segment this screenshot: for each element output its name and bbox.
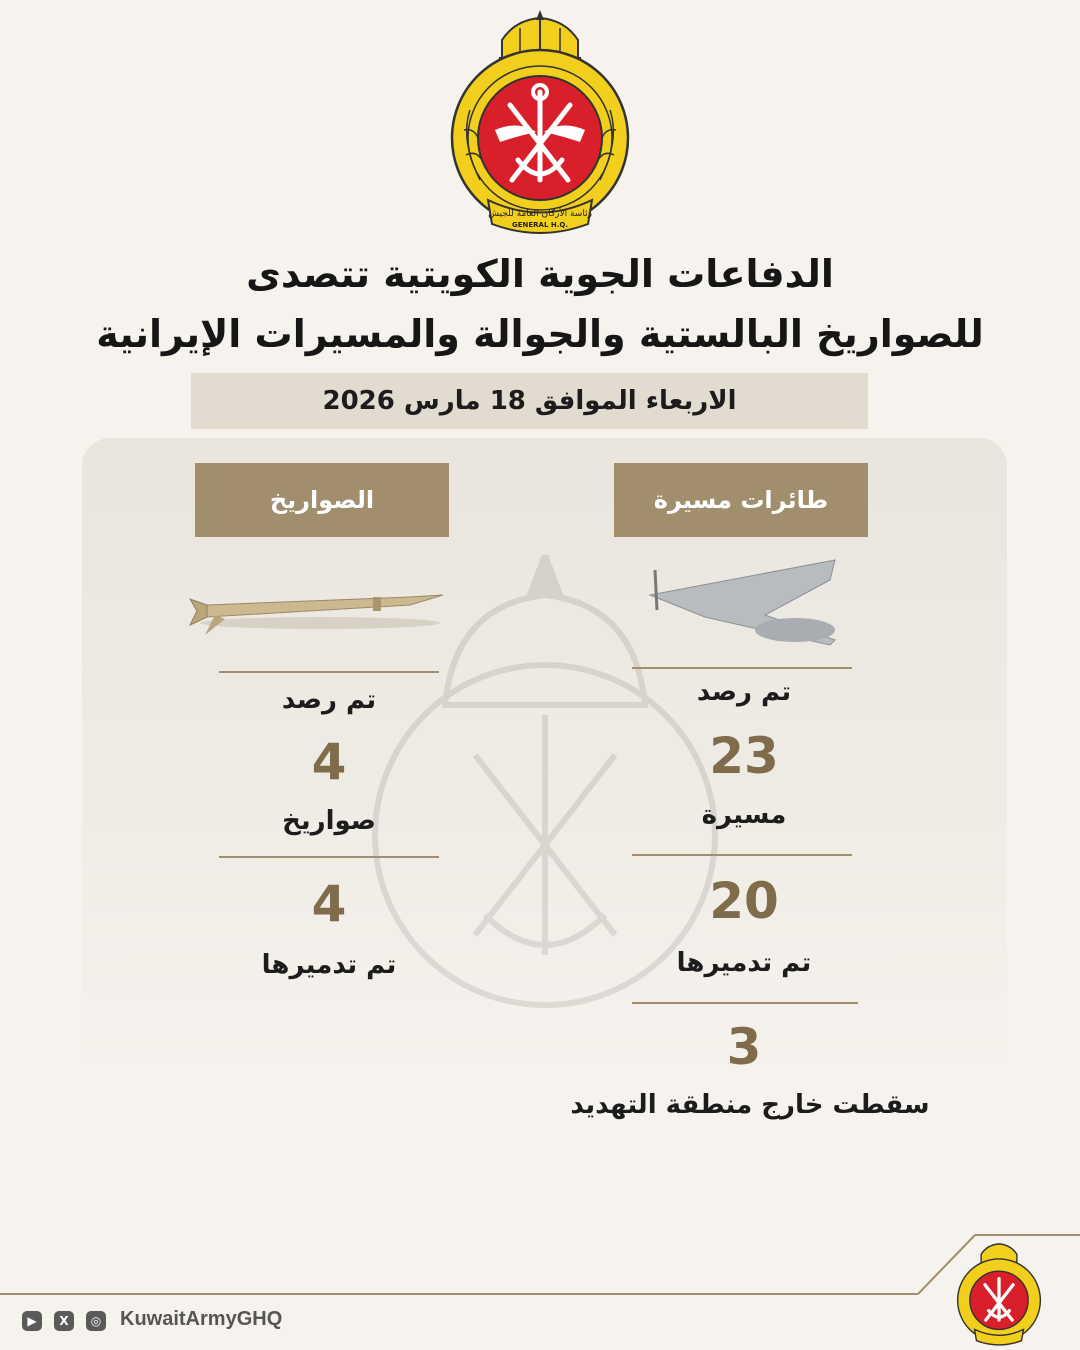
x-icon[interactable]: X xyxy=(54,1311,74,1331)
general-hq-emblem xyxy=(440,10,640,235)
drones-detected-unit: مسيرة xyxy=(701,800,787,830)
page-title-line-1: الدفاعات الجوية الكويتية تتصدى xyxy=(246,252,834,296)
drone-icon xyxy=(645,555,840,660)
missiles-divider-1 xyxy=(219,671,439,673)
missiles-header xyxy=(195,463,449,537)
missiles-detected-unit: صواريخ xyxy=(282,806,376,836)
drones-destroyed-label: تم تدميرها xyxy=(676,948,812,978)
drones-divider-1 xyxy=(632,667,852,669)
footer-divider xyxy=(0,1293,918,1295)
drones-destroyed-count: 20 xyxy=(709,872,779,930)
missiles-detected-label: تم رصد xyxy=(281,685,377,715)
drones-outside-label: سقطت خارج منطقة التهديد xyxy=(570,1090,930,1120)
missile-icon xyxy=(185,575,450,645)
drones-outside-count: 3 xyxy=(726,1018,762,1076)
drones-header xyxy=(614,463,868,537)
date-text: الاربعاء الموافق 18 مارس 2026 xyxy=(322,386,737,416)
missiles-destroyed-count: 4 xyxy=(311,875,347,933)
drones-divider-3 xyxy=(632,1002,858,1004)
missiles-header-label: الصواريخ xyxy=(269,486,375,514)
social-handle[interactable]: KuwaitArmyGHQ xyxy=(120,1308,283,1330)
general-hq-emblem-small xyxy=(952,1240,1046,1346)
page-title-line-2: للصواريخ البالستية والجوالة والمسيرات الإيرانية xyxy=(96,312,984,356)
drones-header-label: طائرات مسيرة xyxy=(653,486,829,514)
missiles-divider-2 xyxy=(219,856,439,858)
missiles-destroyed-label: تم تدميرها xyxy=(261,950,397,980)
emblem-english-text: GENERAL H.Q. xyxy=(512,221,568,229)
missiles-detected-count: 4 xyxy=(311,733,347,791)
drones-detected-count: 23 xyxy=(709,727,779,785)
youtube-icon[interactable]: ▶ xyxy=(22,1311,42,1331)
emblem-arabic-text: رئاسة الأركان العامة للجيش xyxy=(488,209,592,219)
instagram-icon[interactable]: ◎ xyxy=(86,1311,106,1331)
date-bar xyxy=(191,373,868,429)
drones-detected-label: تم رصد xyxy=(696,677,792,707)
drones-divider-2 xyxy=(632,854,852,856)
